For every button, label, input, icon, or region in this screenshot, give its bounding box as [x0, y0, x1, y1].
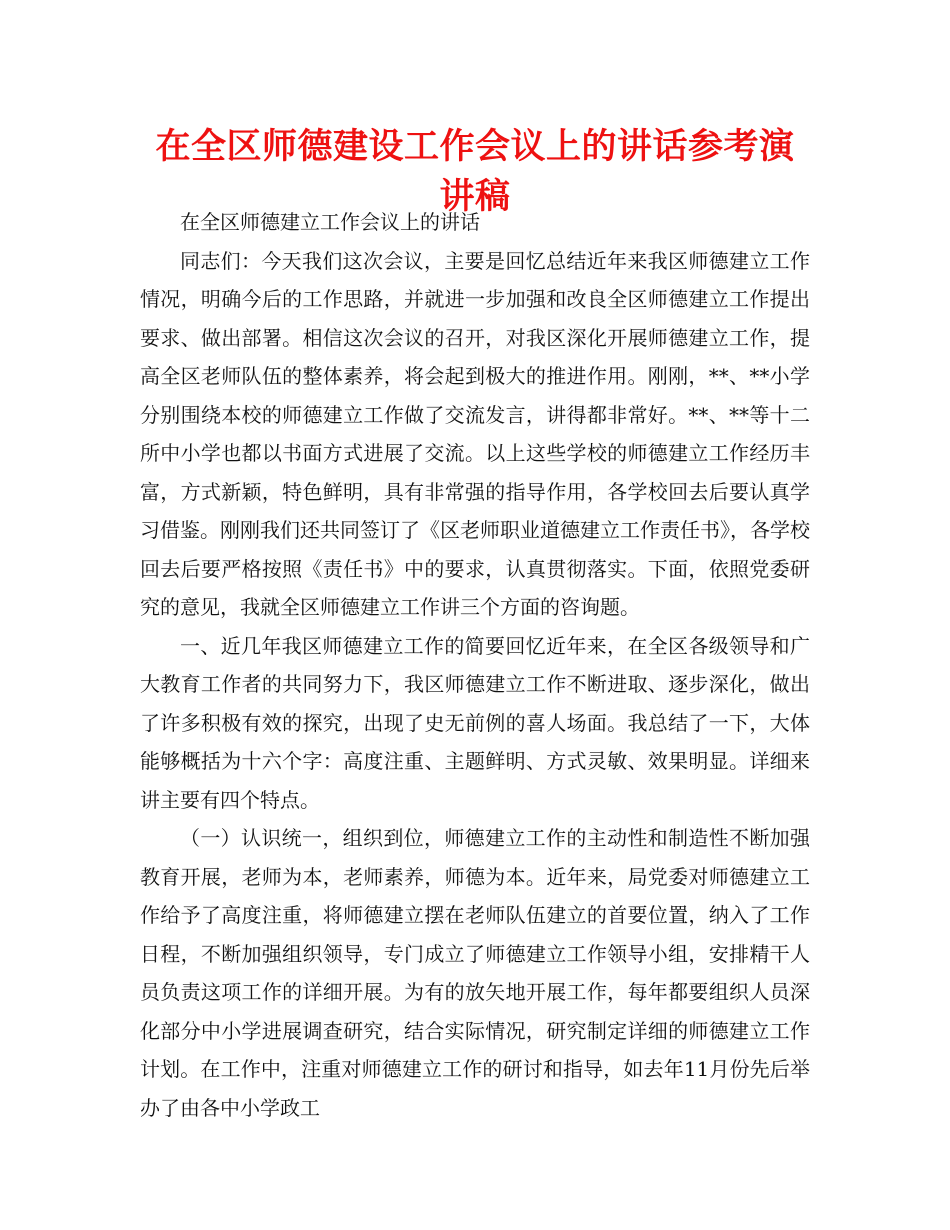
- document-body: [140, 203, 810, 1127]
- document-paragraph: 一、近几年我区师德建立工作的简要回忆近年来，在全区各级领导和广大教育工作者的共同努力下，我区师德建立工作不断进取、逐步深化，做出了许多积极有效的探究，出现了史无前例的喜人场面。我总结了一下，大体能够概括为十六个字：高度注重、主题鲜明、方式灵敏、效果明显。详细来讲主要有四个特点。: [140, 633, 810, 812]
- document-subtitle: 在全区师德建立工作会议上的讲话: [180, 210, 480, 234]
- document-paragraph: 同志们：今天我们这次会议，主要是回忆总结近年来我区师德建立工作情况，明确今后的工作思路，并就进一步加强和改良全区师德建立工作提出要求、做出部署。相信这次会议的召开，对我区深化开展师德建立工作，提高全区老师队伍的整体素养，将会起到极大的推进作用。刚刚，**、**小学分别围绕本校的师德建立工作做了交流发言，讲得都非常好。**、**等十二所中小学也都以书面方式进展了交流。以上这些学校的师德建立工作经历丰富，方式新颖，特色鲜明，具有非常强的指导作用，各学校回去后要认真学习借鉴。刚刚我们还共同签订了《区老师职业道德建立工作责任书》，各学校回去后要严格按照《责任书》中的要求，认真贯彻落实。下面，依照党委研究的意见，我就全区师德建立工作讲三个方面的咨询题。: [140, 248, 810, 619]
- document-title: 在全区师德建设工作会议上的讲话参考演讲稿: [155, 127, 795, 217]
- document-paragraph: （一）认识统一，组织到位，师德建立工作的主动性和制造性不断加强教育开展，老师为本，老师素养，师德为本。近年来，局党委对师德建立工作给予了高度注重，将师德建立摆在老师队伍建立的首要位置，纳入了工作日程，不断加强组织领导，专门成立了师德建立工作领导小组，安排精干人员负责这项工作的详细开展。为有的放矢地开展工作，每年都要组织人员深化部分中小学进展调查研究，结合实际情况，研究制定详细的师德建立工作计划。在工作中，注重对师德建立工作的研讨和指导，如去年11月份先后举办了由各中小学政工: [140, 826, 810, 1120]
